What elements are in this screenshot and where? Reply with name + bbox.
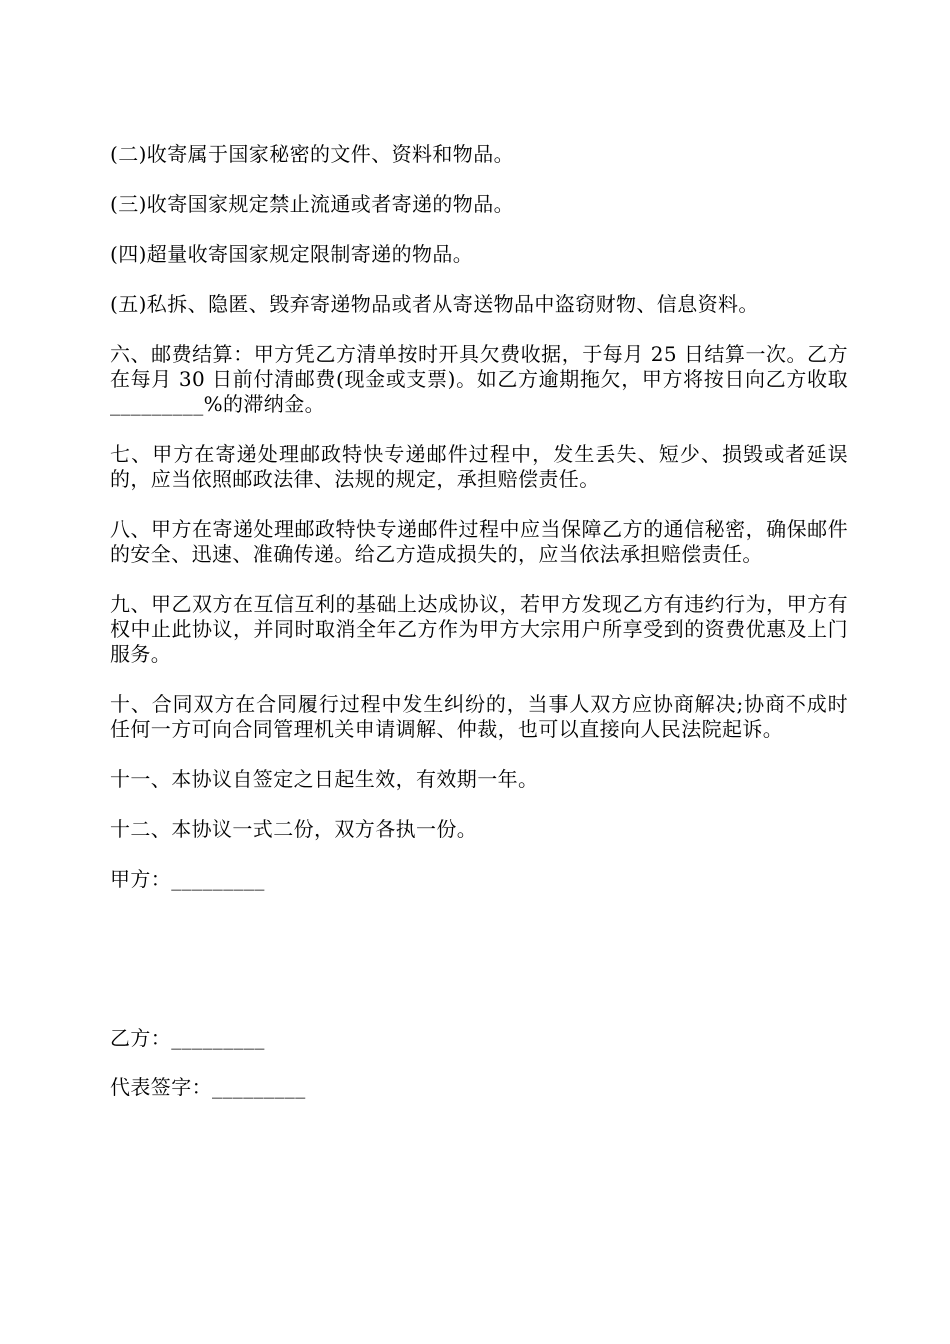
article-10-disputes: 十、合同双方在合同履行过程中发生纠纷的，当事人双方应协商解决;协商不成时任何一方可向合同管理机关申请调解、仲裁，也可以直接向人民法院起诉。 [110,692,848,741]
clause-4: (四)超量收寄国家规定限制寄递的物品。 [110,242,474,266]
party-a-signature-line: 甲方：_________ [110,867,265,891]
clause-3: (三)收寄国家规定禁止流通或者寄递的物品。 [110,192,515,216]
clause-2: (二)收寄属于国家秘密的文件、资料和物品。 [110,142,515,166]
document-body [110,142,848,1124]
article-9-termination: 九、甲乙双方在互信互利的基础上达成协议，若甲方发现乙方有违约行为，甲方有权中止此协议，并同时取消全年乙方作为甲方大宗用户所享受到的资费优惠及上门服务。 [110,592,848,666]
article-8-confidentiality: 八、甲方在寄递处理邮政特快专递邮件过程中应当保障乙方的通信秘密，确保邮件的安全、迅速、准确传递。给乙方造成损失的，应当依法承担赔偿责任。 [110,517,848,566]
representative-signature-line: 代表签字：_________ [110,1075,306,1099]
article-12-copies: 十二、本协议一式二份，双方各执一份。 [110,817,478,841]
party-b-signature-line: 乙方：_________ [110,1026,265,1050]
article-6-postage-settlement: 六、邮费结算：甲方凭乙方清单按时开具欠费收据，于每月 25 日结算一次。乙方在每月 30 日前付清邮费(现金或支票)。如乙方逾期拖欠，甲方将按日向乙方收取_________%的滞纳金。 [110,342,848,416]
clause-5: (五)私拆、隐匿、毁弃寄递物品或者从寄送物品中盗窃财物、信息资料。 [110,292,759,316]
signature-spacer [110,916,848,1026]
article-11-effective: 十一、本协议自签定之日起生效，有效期一年。 [110,767,539,791]
article-7-liability: 七、甲方在寄递处理邮政特快专递邮件过程中，发生丢失、短少、损毁或者延误的，应当依照邮政法律、法规的规定，承担赔偿责任。 [110,442,848,491]
